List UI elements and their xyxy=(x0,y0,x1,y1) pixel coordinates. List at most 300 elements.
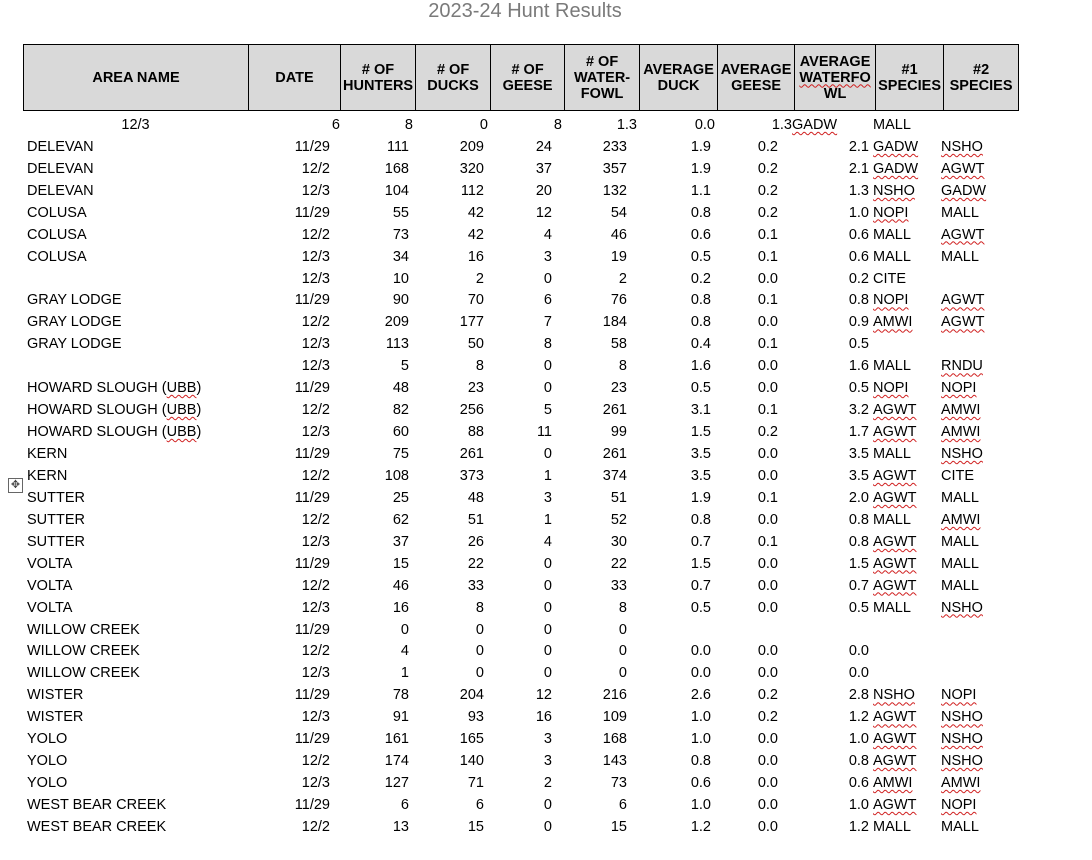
table-row[interactable] xyxy=(23,684,1016,706)
area-cell[interactable]: VOLTA xyxy=(27,577,73,594)
area-cell[interactable]: COLUSA xyxy=(27,204,87,221)
table-row[interactable] xyxy=(23,443,1016,465)
avg-geese-cell[interactable]: 0.0 xyxy=(757,314,778,331)
avg-duck-cell[interactable]: 0.6 xyxy=(690,226,711,243)
geese-cell[interactable]: 7 xyxy=(543,314,552,331)
area-cell[interactable]: WILLOW CREEK xyxy=(27,665,140,682)
area-cell[interactable]: WISTER xyxy=(27,687,84,704)
area-cell[interactable]: GRAY LODGE xyxy=(27,292,122,309)
avg-waterfowl-cell[interactable]: 0.0 xyxy=(848,643,869,660)
avg-duck-cell[interactable]: 0.4 xyxy=(690,336,711,353)
avg-waterfowl-cell[interactable]: 0.6 xyxy=(848,226,869,243)
hunters-cell[interactable]: 209 xyxy=(384,314,409,331)
avg-geese-cell[interactable]: 0.0 xyxy=(757,380,778,397)
waterfowl-cell[interactable]: 8 xyxy=(618,358,627,375)
area-cell[interactable]: KERN xyxy=(27,446,68,463)
ducks-cell[interactable]: 22 xyxy=(467,555,484,572)
waterfowl-cell[interactable]: 58 xyxy=(610,336,627,353)
table-row[interactable] xyxy=(23,553,1016,575)
area-cell[interactable]: DELEVAN xyxy=(27,160,94,177)
species-1-cell[interactable]: MALL xyxy=(873,358,911,375)
table-row[interactable] xyxy=(23,662,1016,684)
avg-duck-cell[interactable]: 1.6 xyxy=(690,358,711,375)
geese-cell[interactable]: 3 xyxy=(543,248,552,265)
area-cell[interactable]: DELEVAN xyxy=(27,182,94,199)
avg-duck-cell[interactable]: 0.8 xyxy=(690,204,711,221)
species-2-cell[interactable] xyxy=(941,311,1016,333)
species-1-cell[interactable] xyxy=(873,399,941,421)
species-2-cell[interactable]: MALL xyxy=(941,533,979,550)
species-1-cell[interactable] xyxy=(873,684,941,706)
ducks-cell[interactable]: 373 xyxy=(459,467,484,484)
date-cell[interactable]: 12/2 xyxy=(301,402,330,419)
avg-geese-cell[interactable]: 0.2 xyxy=(757,204,778,221)
date-cell[interactable]: 11/29 xyxy=(294,380,330,397)
waterfowl-cell[interactable]: 2 xyxy=(618,270,627,287)
avg-duck-cell[interactable]: 3.5 xyxy=(690,467,711,484)
species-2-cell[interactable]: MALL xyxy=(941,555,979,572)
ducks-cell[interactable]: 256 xyxy=(459,402,484,419)
species-1-cell[interactable] xyxy=(873,553,941,575)
avg-duck-cell[interactable]: 0.5 xyxy=(690,599,711,616)
ducks-cell[interactable]: 0 xyxy=(475,665,484,682)
ducks-cell[interactable]: 0 xyxy=(475,643,484,660)
header-geese[interactable]: # OF GEESE xyxy=(491,45,565,111)
avg-geese-cell[interactable]: 0.0 xyxy=(757,665,778,682)
avg-geese-cell[interactable]: 0.1 xyxy=(757,402,778,419)
ducks-cell[interactable]: 26 xyxy=(467,533,484,550)
geese-cell[interactable]: 37 xyxy=(535,160,552,177)
waterfowl-cell[interactable]: 168 xyxy=(602,731,627,748)
waterfowl-cell[interactable]: 233 xyxy=(602,138,627,155)
hunters-cell[interactable]: 73 xyxy=(392,226,409,243)
table-row[interactable] xyxy=(23,290,1016,312)
waterfowl-cell[interactable]: 76 xyxy=(610,292,627,309)
table-row[interactable] xyxy=(23,597,1016,619)
area-cell[interactable]: WILLOW CREEK xyxy=(27,643,140,660)
avg-duck-cell[interactable]: 0.0 xyxy=(690,643,711,660)
avg-geese-cell[interactable]: 0.2 xyxy=(757,709,778,726)
waterfowl-cell[interactable]: 132 xyxy=(602,182,627,199)
avg-waterfowl-cell[interactable]: 0.6 xyxy=(848,775,869,792)
area-cell[interactable]: VOLTA xyxy=(27,599,73,616)
species-2-cell[interactable] xyxy=(941,772,1016,794)
ducks-cell[interactable]: 261 xyxy=(459,446,484,463)
hunters-cell[interactable]: 10 xyxy=(392,270,409,287)
geese-cell[interactable]: 20 xyxy=(535,182,552,199)
geese-cell[interactable]: 2 xyxy=(543,775,552,792)
avg-duck-cell[interactable]: 0.7 xyxy=(690,577,711,594)
avg-geese-cell[interactable]: 0.0 xyxy=(757,775,778,792)
avg-duck-cell[interactable] xyxy=(637,619,715,641)
ducks-cell[interactable]: 51 xyxy=(467,511,484,528)
avg-geese-cell[interactable]: 0.0 xyxy=(757,358,778,375)
table-row[interactable] xyxy=(23,355,1016,377)
header-average-geese[interactable]: AVERAGE GEESE xyxy=(718,45,795,111)
table-row[interactable] xyxy=(23,728,1016,750)
avg-duck-cell[interactable]: 1.9 xyxy=(690,160,711,177)
date-cell[interactable]: 12/2 xyxy=(301,314,330,331)
avg-waterfowl-cell[interactable]: 0.8 xyxy=(848,292,869,309)
hunters-cell[interactable]: 78 xyxy=(392,687,409,704)
species-2-cell[interactable] xyxy=(941,136,1016,158)
hunters-cell[interactable]: 13 xyxy=(392,818,409,835)
waterfowl-cell[interactable]: 261 xyxy=(602,446,627,463)
species-2-cell[interactable] xyxy=(941,443,1016,465)
species-2-cell[interactable] xyxy=(941,333,1016,355)
date-cell[interactable]: 12/2 xyxy=(301,511,330,528)
date-cell[interactable]: 12/2 xyxy=(301,818,330,835)
species-1-cell[interactable] xyxy=(873,333,941,355)
hunters-cell[interactable]: 108 xyxy=(384,467,409,484)
hunters-cell[interactable]: 111 xyxy=(386,138,409,155)
avg-geese-cell[interactable]: 0.0 xyxy=(757,446,778,463)
ducks-cell[interactable]: 6 xyxy=(475,797,484,814)
species-1-cell[interactable] xyxy=(873,641,941,663)
waterfowl-cell[interactable]: 19 xyxy=(610,248,627,265)
waterfowl-cell[interactable]: 30 xyxy=(610,533,627,550)
date-cell[interactable]: 12/3 xyxy=(301,182,330,199)
area-cell[interactable]: KERN xyxy=(27,467,68,484)
avg-duck-cell[interactable]: 0.5 xyxy=(690,248,711,265)
date-cell[interactable]: 12/3 xyxy=(301,270,330,287)
species-2-cell[interactable] xyxy=(941,509,1016,531)
ducks-cell[interactable]: 8 xyxy=(475,358,484,375)
table-row[interactable] xyxy=(23,816,1016,838)
date-cell[interactable]: 11/29 xyxy=(294,687,330,704)
avg-duck-cell[interactable]: 0.8 xyxy=(690,753,711,770)
avg-geese-cell[interactable]: 0.2 xyxy=(757,138,778,155)
date-cell[interactable]: 11/29 xyxy=(294,204,330,221)
table-row[interactable] xyxy=(23,619,1016,641)
waterfowl-cell[interactable]: 99 xyxy=(610,424,627,441)
area-cell[interactable] xyxy=(23,377,248,399)
date-cell[interactable]: 12/3 xyxy=(301,599,330,616)
table-row[interactable] xyxy=(23,311,1016,333)
avg-duck-cell[interactable]: 0.8 xyxy=(690,292,711,309)
geese-cell[interactable]: 0 xyxy=(543,577,552,594)
hunters-cell[interactable]: 104 xyxy=(384,182,409,199)
waterfowl-cell[interactable]: 23 xyxy=(610,380,627,397)
waterfowl-cell[interactable]: 6 xyxy=(618,797,627,814)
avg-geese-cell[interactable]: 0.0 xyxy=(757,797,778,814)
table-row[interactable] xyxy=(23,136,1016,158)
geese-cell[interactable]: 0 xyxy=(543,555,552,572)
species-1-cell[interactable] xyxy=(873,772,941,794)
header-hunters[interactable]: # OF HUNTERS xyxy=(341,45,416,111)
waterfowl-cell[interactable]: 216 xyxy=(602,687,627,704)
hunters-cell[interactable]: 174 xyxy=(384,753,409,770)
table-row[interactable] xyxy=(23,421,1016,443)
avg-waterfowl-cell[interactable]: 0.5 xyxy=(848,599,869,616)
table-row[interactable] xyxy=(23,465,1016,487)
waterfowl-cell[interactable]: 261 xyxy=(602,402,627,419)
hunters-cell[interactable]: 113 xyxy=(385,336,409,353)
species-1-cell[interactable] xyxy=(873,465,941,487)
species-1-cell[interactable] xyxy=(873,136,941,158)
first-row-avg-geese[interactable]: 0.0 xyxy=(694,116,715,133)
avg-waterfowl-cell[interactable]: 0.5 xyxy=(848,336,869,353)
avg-duck-cell[interactable]: 0.5 xyxy=(690,380,711,397)
hunters-cell[interactable]: 34 xyxy=(392,248,409,265)
species-1-cell[interactable] xyxy=(873,180,941,202)
first-row-avg-waterfowl[interactable]: 1.3 xyxy=(771,116,792,133)
avg-duck-cell[interactable]: 0.2 xyxy=(690,270,711,287)
area-cell[interactable]: GRAY LODGE xyxy=(27,336,122,353)
first-row-waterfowl[interactable]: 8 xyxy=(553,116,562,133)
species-2-cell[interactable] xyxy=(941,706,1016,728)
avg-duck-cell[interactable]: 0.6 xyxy=(690,775,711,792)
table-row[interactable] xyxy=(23,180,1016,202)
first-row-ducks[interactable]: 8 xyxy=(404,116,413,133)
hunters-cell[interactable]: 6 xyxy=(400,797,409,814)
geese-cell[interactable]: 0 xyxy=(543,665,552,682)
hunters-cell[interactable]: 1 xyxy=(400,665,409,682)
table-row[interactable] xyxy=(23,794,1016,816)
species-1-cell[interactable] xyxy=(873,421,941,443)
avg-geese-cell[interactable]: 0.1 xyxy=(757,226,778,243)
geese-cell[interactable]: 1 xyxy=(543,467,552,484)
avg-duck-cell[interactable]: 1.9 xyxy=(690,138,711,155)
avg-duck-cell[interactable]: 1.5 xyxy=(690,555,711,572)
species-2-cell[interactable]: MALL xyxy=(941,577,979,594)
avg-duck-cell[interactable]: 1.0 xyxy=(690,797,711,814)
header-average-waterfowl[interactable] xyxy=(795,45,876,111)
avg-waterfowl-cell[interactable]: 1.2 xyxy=(848,709,869,726)
table-move-handle-icon[interactable]: ✥ xyxy=(8,478,23,493)
avg-waterfowl-cell[interactable]: 1.0 xyxy=(848,731,869,748)
species-2-cell[interactable] xyxy=(941,750,1016,772)
first-row-species-1[interactable] xyxy=(792,114,873,136)
header-waterfowl[interactable]: # OF WATER-FOWL xyxy=(565,45,640,111)
waterfowl-cell[interactable]: 0 xyxy=(618,643,627,660)
area-cell[interactable]: SUTTER xyxy=(27,489,85,506)
hunters-cell[interactable]: 4 xyxy=(400,643,409,660)
geese-cell[interactable]: 11 xyxy=(536,424,552,441)
species-1-cell[interactable]: MALL xyxy=(873,226,911,243)
avg-waterfowl-cell[interactable]: 2.1 xyxy=(848,160,869,177)
waterfowl-cell[interactable]: 15 xyxy=(610,818,627,835)
geese-cell[interactable]: 3 xyxy=(543,753,552,770)
header-species-1[interactable]: #1 SPECIES xyxy=(876,45,944,111)
waterfowl-cell[interactable]: 8 xyxy=(618,599,627,616)
avg-waterfowl-cell[interactable]: 0.0 xyxy=(848,665,869,682)
date-cell[interactable]: 11/29 xyxy=(294,555,330,572)
avg-geese-cell[interactable]: 0.0 xyxy=(757,599,778,616)
avg-waterfowl-cell[interactable]: 0.6 xyxy=(848,248,869,265)
table-row[interactable] xyxy=(23,487,1016,509)
avg-waterfowl-cell[interactable]: 0.8 xyxy=(848,533,869,550)
species-2-cell[interactable] xyxy=(941,158,1016,180)
avg-geese-cell[interactable]: 0.2 xyxy=(757,424,778,441)
species-2-cell[interactable]: MALL xyxy=(941,248,979,265)
ducks-cell[interactable]: 70 xyxy=(467,292,484,309)
date-cell[interactable]: 12/3 xyxy=(301,533,330,550)
avg-waterfowl-cell[interactable]: 2.1 xyxy=(848,138,869,155)
species-2-cell[interactable] xyxy=(941,794,1016,816)
date-cell[interactable]: 12/2 xyxy=(301,753,330,770)
avg-duck-cell[interactable]: 1.9 xyxy=(690,489,711,506)
avg-geese-cell[interactable]: 0.1 xyxy=(757,533,778,550)
date-cell[interactable]: 11/29 xyxy=(294,489,330,506)
species-2-cell[interactable] xyxy=(941,684,1016,706)
species-1-cell[interactable] xyxy=(873,728,941,750)
species-1-cell[interactable] xyxy=(873,487,941,509)
area-cell[interactable]: VOLTA xyxy=(27,555,73,572)
geese-cell[interactable]: 0 xyxy=(543,797,552,814)
avg-geese-cell[interactable]: 0.0 xyxy=(757,643,778,660)
avg-duck-cell[interactable]: 1.0 xyxy=(690,731,711,748)
date-cell[interactable]: 12/3 xyxy=(301,424,330,441)
ducks-cell[interactable]: 140 xyxy=(459,753,484,770)
avg-geese-cell[interactable]: 0.1 xyxy=(757,248,778,265)
avg-waterfowl-cell[interactable]: 1.0 xyxy=(848,204,869,221)
hunters-cell[interactable]: 55 xyxy=(392,204,409,221)
avg-geese-cell[interactable]: 0.0 xyxy=(757,511,778,528)
header-date[interactable]: DATE xyxy=(249,45,341,111)
avg-geese-cell[interactable]: 0.2 xyxy=(757,687,778,704)
avg-geese-cell[interactable]: 0.0 xyxy=(757,467,778,484)
avg-waterfowl-cell[interactable]: 3.2 xyxy=(848,402,869,419)
species-1-cell[interactable] xyxy=(873,619,941,641)
hunters-cell[interactable]: 91 xyxy=(392,709,409,726)
hunters-cell[interactable]: 0 xyxy=(400,621,409,638)
first-row-date[interactable]: 12/3 xyxy=(121,116,150,133)
area-cell[interactable]: DELEVAN xyxy=(27,138,94,155)
avg-geese-cell[interactable] xyxy=(715,619,792,641)
avg-geese-cell[interactable]: 0.0 xyxy=(757,270,778,287)
table-row[interactable] xyxy=(23,224,1016,246)
ducks-cell[interactable]: 15 xyxy=(467,818,484,835)
ducks-cell[interactable]: 23 xyxy=(467,380,484,397)
avg-waterfowl-cell[interactable]: 3.5 xyxy=(848,446,869,463)
species-1-cell[interactable]: MALL xyxy=(873,511,911,528)
avg-waterfowl-cell[interactable]: 0.2 xyxy=(848,270,869,287)
avg-waterfowl-cell[interactable]: 1.2 xyxy=(848,818,869,835)
ducks-cell[interactable]: 2 xyxy=(475,270,484,287)
area-cell[interactable]: WISTER xyxy=(27,709,84,726)
area-cell[interactable]: COLUSA xyxy=(27,248,87,265)
species-2-cell[interactable]: CITE xyxy=(941,467,975,484)
hunters-cell[interactable]: 90 xyxy=(392,292,409,309)
table-row[interactable] xyxy=(23,158,1016,180)
date-cell[interactable]: 11/29 xyxy=(294,446,330,463)
avg-waterfowl-cell[interactable]: 0.9 xyxy=(848,314,869,331)
header-ducks[interactable]: # OF DUCKS xyxy=(416,45,491,111)
avg-geese-cell[interactable]: 0.1 xyxy=(757,336,778,353)
date-cell[interactable]: 11/29 xyxy=(294,797,330,814)
geese-cell[interactable]: 12 xyxy=(535,687,552,704)
geese-cell[interactable]: 3 xyxy=(543,731,552,748)
area-cell[interactable]: WEST BEAR CREEK xyxy=(27,818,167,835)
waterfowl-cell[interactable]: 46 xyxy=(610,226,627,243)
avg-duck-cell[interactable]: 0.8 xyxy=(690,314,711,331)
hunters-cell[interactable]: 16 xyxy=(392,599,409,616)
date-cell[interactable]: 11/29 xyxy=(294,621,330,638)
avg-geese-cell[interactable]: 0.0 xyxy=(757,577,778,594)
ducks-cell[interactable]: 8 xyxy=(475,599,484,616)
header-average-duck[interactable]: AVERAGE DUCK xyxy=(640,45,718,111)
hunters-cell[interactable]: 48 xyxy=(392,380,409,397)
species-2-cell[interactable]: MALL xyxy=(941,204,979,221)
species-2-cell[interactable] xyxy=(941,619,1016,641)
avg-duck-cell[interactable]: 3.1 xyxy=(690,402,711,419)
avg-duck-cell[interactable]: 1.2 xyxy=(690,818,711,835)
avg-duck-cell[interactable]: 0.8 xyxy=(690,511,711,528)
species-2-cell[interactable] xyxy=(941,224,1016,246)
date-cell[interactable]: 12/2 xyxy=(301,643,330,660)
geese-cell[interactable]: 8 xyxy=(543,336,552,353)
ducks-cell[interactable]: 93 xyxy=(467,709,484,726)
table-row[interactable] xyxy=(23,750,1016,772)
avg-duck-cell[interactable]: 3.5 xyxy=(690,446,711,463)
species-1-cell[interactable] xyxy=(873,531,941,553)
area-cell[interactable]: COLUSA xyxy=(27,226,87,243)
species-2-cell[interactable] xyxy=(941,662,1016,684)
geese-cell[interactable]: 12 xyxy=(535,204,552,221)
species-1-cell[interactable] xyxy=(873,750,941,772)
area-cell[interactable]: SUTTER xyxy=(27,533,85,550)
table-row[interactable] xyxy=(23,575,1016,597)
table-row[interactable] xyxy=(23,202,1016,224)
geese-cell[interactable]: 4 xyxy=(543,533,552,550)
avg-geese-cell[interactable]: 0.2 xyxy=(757,160,778,177)
date-cell[interactable]: 11/29 xyxy=(294,138,330,155)
species-1-cell[interactable] xyxy=(873,706,941,728)
hunters-cell[interactable]: 46 xyxy=(392,577,409,594)
avg-waterfowl-cell[interactable] xyxy=(792,619,873,641)
species-1-cell[interactable]: MALL xyxy=(873,248,911,265)
waterfowl-cell[interactable]: 33 xyxy=(610,577,627,594)
avg-geese-cell[interactable]: 0.0 xyxy=(757,731,778,748)
species-2-cell[interactable] xyxy=(941,290,1016,312)
species-1-cell[interactable] xyxy=(873,202,941,224)
table-row[interactable] xyxy=(23,641,1016,663)
species-2-cell[interactable] xyxy=(941,421,1016,443)
hunters-cell[interactable]: 60 xyxy=(392,424,409,441)
avg-waterfowl-cell[interactable]: 1.5 xyxy=(848,555,869,572)
avg-waterfowl-cell[interactable]: 0.7 xyxy=(848,577,869,594)
avg-waterfowl-cell[interactable]: 1.3 xyxy=(848,182,869,199)
area-cell[interactable]: GRAY LODGE xyxy=(27,314,122,331)
waterfowl-cell[interactable]: 184 xyxy=(602,314,627,331)
avg-duck-cell[interactable]: 0.7 xyxy=(690,533,711,550)
avg-duck-cell[interactable]: 0.0 xyxy=(690,665,711,682)
avg-geese-cell[interactable]: 0.0 xyxy=(757,753,778,770)
species-1-cell[interactable] xyxy=(873,575,941,597)
hunters-cell[interactable]: 25 xyxy=(392,489,409,506)
area-cell[interactable] xyxy=(23,399,248,421)
avg-duck-cell[interactable]: 2.6 xyxy=(690,687,711,704)
species-2-cell[interactable] xyxy=(941,728,1016,750)
hunters-cell[interactable]: 127 xyxy=(384,775,409,792)
waterfowl-cell[interactable]: 54 xyxy=(610,204,627,221)
species-2-cell[interactable] xyxy=(941,180,1016,202)
hunters-cell[interactable]: 15 xyxy=(392,555,409,572)
area-cell[interactable]: SUTTER xyxy=(27,511,85,528)
table-row[interactable] xyxy=(23,268,1016,290)
ducks-cell[interactable]: 0 xyxy=(475,621,484,638)
avg-geese-cell[interactable]: 0.2 xyxy=(757,182,778,199)
date-cell[interactable]: 12/2 xyxy=(301,160,330,177)
table-row[interactable] xyxy=(23,333,1016,355)
waterfowl-cell[interactable]: 0 xyxy=(618,621,627,638)
ducks-cell[interactable]: 33 xyxy=(467,577,484,594)
avg-geese-cell[interactable]: 0.1 xyxy=(757,292,778,309)
ducks-cell[interactable]: 209 xyxy=(459,138,484,155)
geese-cell[interactable]: 0 xyxy=(543,358,552,375)
table-row[interactable] xyxy=(23,509,1016,531)
